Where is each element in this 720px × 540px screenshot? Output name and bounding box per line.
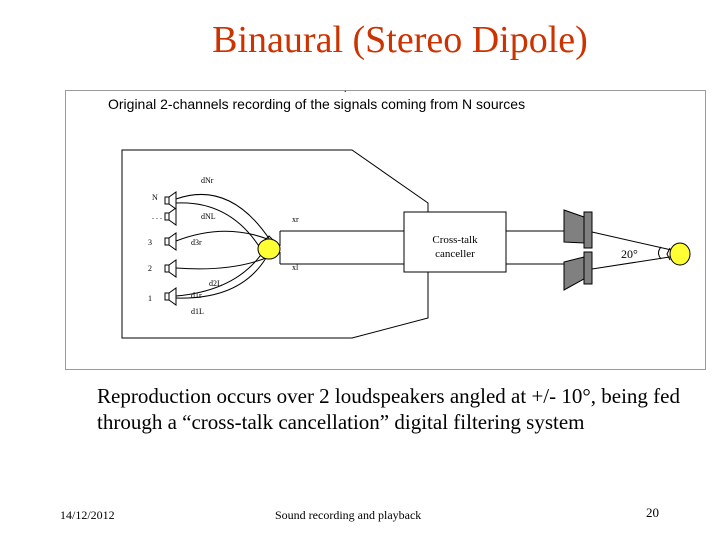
playback-speaker-top [564, 210, 592, 248]
source-label-1: 1 [148, 294, 152, 303]
dummy-head [258, 236, 280, 259]
path-label-d3r: d3r [191, 238, 202, 247]
path-dNL [176, 203, 266, 258]
source-label-2: 2 [148, 264, 152, 273]
canceller-label-line1: Cross-talk [432, 234, 478, 246]
path-label-dNL: dNL [201, 212, 216, 221]
path-label-d1r: d1r [191, 291, 202, 300]
path-label-dNr: dNr [201, 176, 214, 185]
source-speaker-n [165, 192, 176, 209]
source-speaker-3 [165, 233, 176, 250]
dot-mark: . [344, 84, 347, 95]
source-speaker-2 [165, 260, 176, 277]
body-paragraph: Reproduction occurs over 2 loudspeakers angled at +/- 10°, being fed through a “cross-talk cancellation” digital filtering system [97, 384, 680, 434]
path-label-d1L: d1L [191, 307, 204, 316]
footer-title: Sound recording and playback [275, 508, 422, 522]
listener-head [667, 243, 690, 265]
figure-caption: Original 2-channels recording of the signals coming from N sources [108, 96, 526, 112]
source-speaker-dots [165, 208, 176, 225]
path-d2L [176, 258, 266, 269]
mic-label-xl: xl [292, 263, 299, 272]
angle-arc [659, 247, 662, 259]
angle-label: 20° [621, 247, 638, 261]
page-number: 20 [646, 505, 659, 520]
source-label-dots: . . . [152, 212, 162, 221]
mic-label-xr: xr [292, 215, 299, 224]
slide-title: Binaural (Stereo Dipole) [212, 19, 588, 61]
source-label-3: 3 [148, 238, 152, 247]
footer-date: 14/12/2012 [60, 508, 115, 522]
path-dNr [176, 194, 270, 240]
canceller-label-line2: canceller [435, 248, 475, 260]
source-label-n: N [152, 193, 158, 202]
source-speaker-1 [165, 288, 176, 305]
path-label-d2L: d2L [209, 279, 222, 288]
playback-speaker-bottom [564, 252, 592, 290]
